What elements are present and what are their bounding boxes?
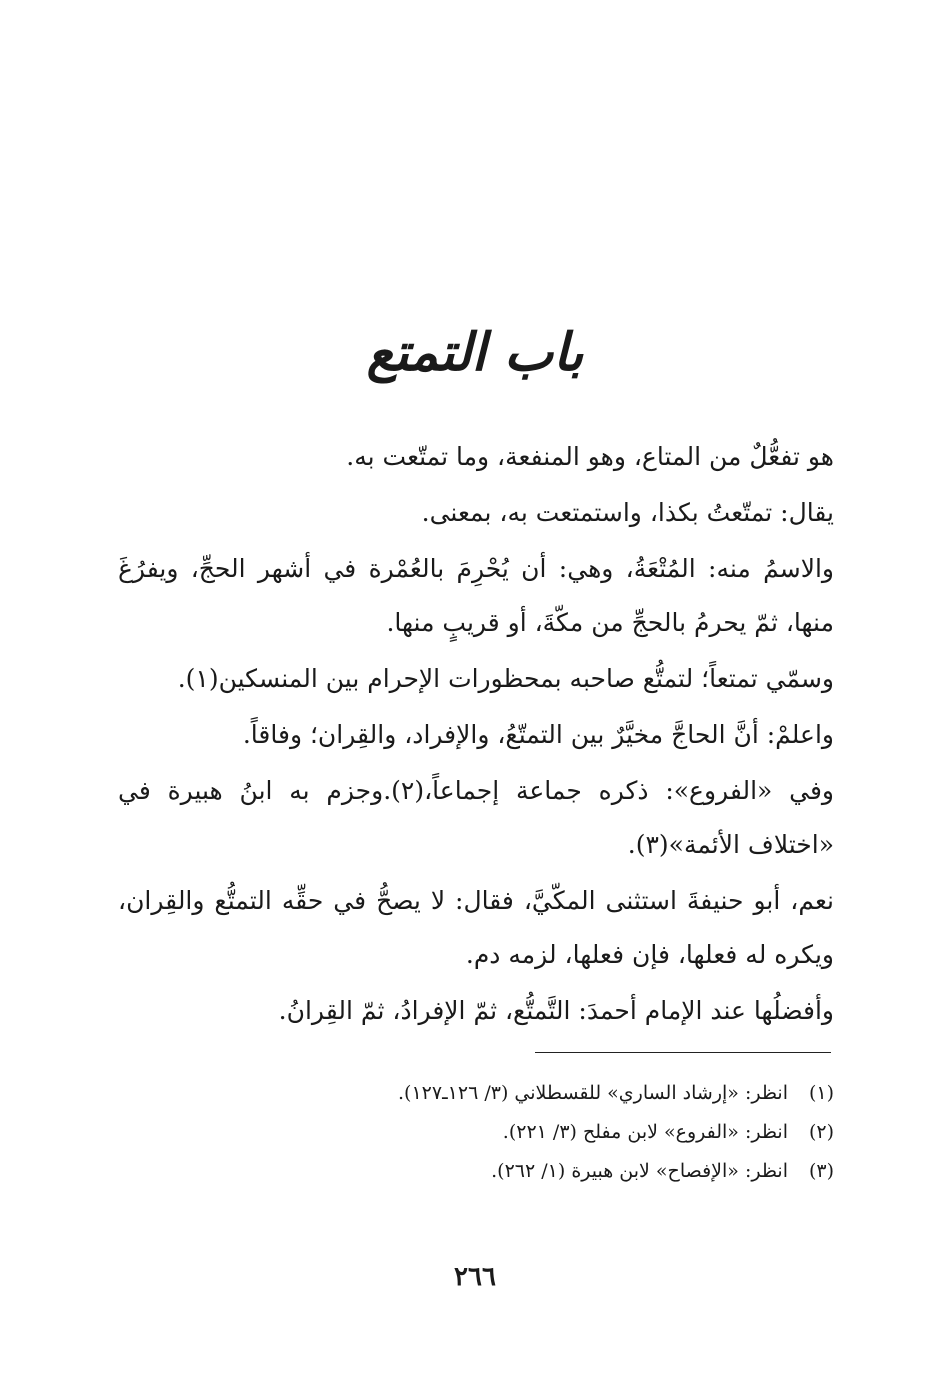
paragraph: هو تفعُّلٌ من المتاع، وهو المنفعة، وما تمتّعت به. [346,442,834,471]
footnote-number: (٢) [808,1121,834,1143]
paragraph: وأفضلُها عند الإمام أحمدَ: التَّمتُّع، ثمّ الإفرادُ، ثمّ القِرانُ. [278,996,834,1025]
footnote [118,1113,834,1152]
page-number: ٢٦٦ [454,1262,496,1292]
footnote [118,1152,834,1191]
chapter-title: باب التمتع [366,322,584,383]
paragraph: وفي «الفروع»: ذكره جماعة إجماعاً،(٢).وجزم به ابنُ هبيرة في «اختلاف الأئمة»(٣). [118,776,834,859]
footnotes [118,1074,834,1191]
footnote-number: (١) [808,1082,834,1104]
footnote [118,1074,834,1113]
paragraph: وسمّي تمتعاً؛ لتمتُّع صاحبه بمحظورات الإحرام بين المنسكين(١). [177,664,834,693]
body-text [118,430,834,1040]
footnote-text: انظر: «إرشاد الساري» للقسطلاني (٣/ ١٢٦ـ١٢٧). [398,1082,788,1104]
footnote-text: انظر: «الفروع» لابن مفلح (٣/ ٢٢١). [502,1121,788,1143]
paragraph: واعلمْ: أنَّ الحاجَّ مخيَّرٌ بين التمتّعُ، والإفراد، والقِران؛ وفاقاً. [242,720,834,749]
paragraph: والاسمُ منه: المُتْعَةُ، وهي: أن يُحْرِمَ بالعُمْرة في أشهر الحجِّ، ويفرُغَ منها، ثمّ يحرمُ بالحجِّ من مكّةَ، أو قريبٍ منها. [118,554,834,637]
footnote-number: (٣) [808,1160,834,1182]
paragraph: يقال: تمتّعتُ بكذا، واستمتعت به، بمعنى. [421,498,834,527]
paragraph: نعم، أبو حنيفةَ استثنى المكّيَّ، فقال: لا يصحُّ في حقِّه التمتُّع والقِران، ويكره له فعلها، فإن فعلها، لزمه دم. [118,886,834,969]
footnote-text: انظر: «الإفصاح» لابن هبيرة (١/ ٢٦٢). [491,1160,788,1182]
footnote-divider [535,1052,831,1053]
